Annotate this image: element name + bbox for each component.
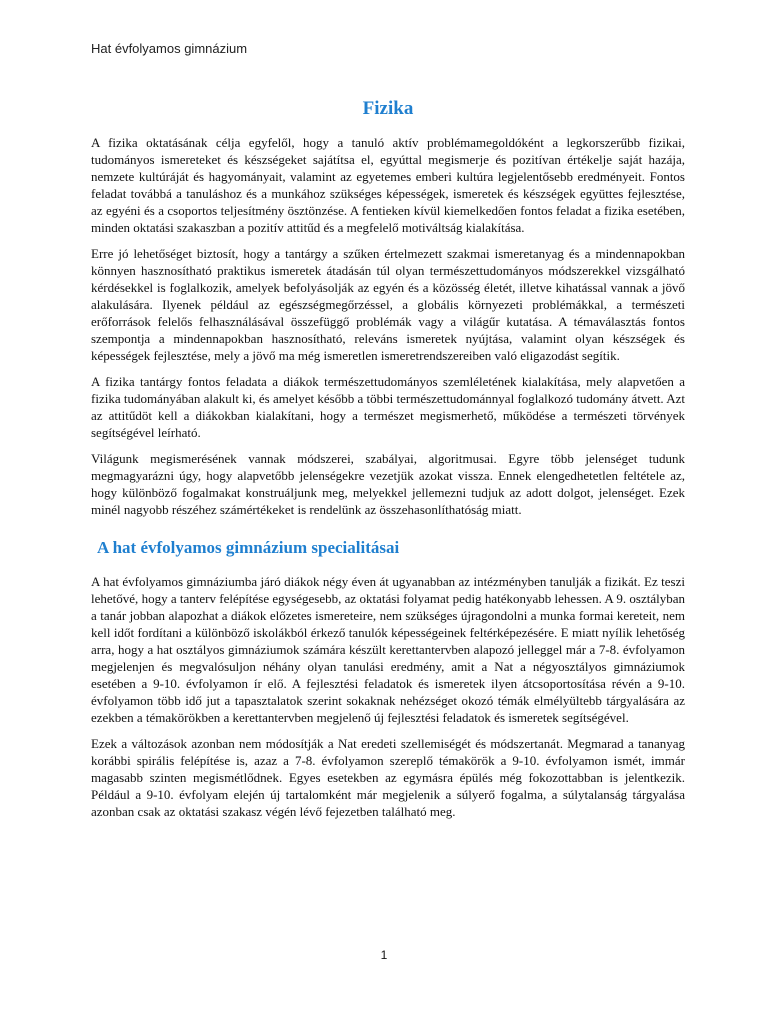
page-header: Hat évfolyamos gimnázium bbox=[91, 41, 248, 56]
paragraph: A fizika oktatásának célja egyfelől, hogy a tanuló aktív problémamegoldóként a legkorszerűbb fizikai, tudományos ismereteket és készségeket sajátítsa el, egyúttal megismerje és pozitívan értékelje saját hazája, nemzete kultúráját és hagyományait, valamint az egyetemes emberi kultúra legjelentősebb eredményeit. Fontos feladat továbbá a tanuláshoz és a munkához szükséges képességek, ismeretek és készségek együttes fejlesztése, az egyéni és a csoportos teljesítmény ösztönzése. A fentieken kívül kiemelkedően fontos feladat a fizika esetében, minden oktatási szakaszban a pozitív attitűd és a megfelelő motiváltság kialakítása. bbox=[91, 135, 685, 235]
paragraph: A hat évfolyamos gimnáziumba járó diákok négy éven át ugyanabban az intézményben tanulják a fizikát. Ez teszi lehetővé, hogy a tanterv felépítése egységesebb, az oktatási folyamat pedig hatékonyabb lehessen. A 9. osztályban a tanár jobban alapozhat a diákok előzetes ismereteire, nem szükséges újragondolni a munka formai kereteit, nem kell időt fordítani a különböző iskolákból érkező tanulók képességeinek feltérképezésére. E miatt nyílik lehetőség arra, hogy a hat osztályos gimnáziumok számára készült kerettantervben alapozó jelleggel már a 7-8. évfolyamon megjelenjen és megvalósuljon néhány olyan tanulási eredmény, amit a Nat a négyosztályos gimnáziumok esetében a 9-10. évfolyamon ír elő. A fejlesztési feladatok és ismeretek ilyen átcsoportosítása révén a 9-10. évfolyamon több idő jut a tapasztalatok szerint sokaknak nehézséget okozó témák elmélyültebb tárgyalására az ezekben a témakörökben a kerettantervben megjelenő új fejlesztési feladatok és ismeretek segítségével. bbox=[91, 574, 685, 725]
paragraph: Világunk megismerésének vannak módszerei, szabályai, algoritmusai. Egyre több jelenséget tudunk megmagyarázni úgy, hogy alapvetőbb jelenségekre vezetjük azokat vissza. Ennek elengedhetetlen feltétele az, hogy különböző fogalmakat konstruáljunk meg, melyekkel jellemezni tudjuk az adott dolgot, jelenséget. Ezek minél nagyobb részéhez számértékeket is rendelünk az összehasonlíthatóság miatt. bbox=[91, 451, 685, 517]
paragraph: A fizika tantárgy fontos feladata a diákok természettudományos szemléletének kialakítása, mely alapvetően a fizika tudományában alakult ki, és amelyet később a többi természettudománnyal foglalkozó tudomány átvett. Azt az attitűdöt kell a diákokban kialakítani, hogy a természet megismerhető, működése a természeti törvények segítségével leírható. bbox=[91, 374, 685, 440]
page-number: 1 bbox=[380, 948, 388, 962]
paragraph: Erre jó lehetőséget biztosít, hogy a tantárgy a szűken értelmezett szakmai ismeretanyag és a mindennapokban könnyen hasznosítható praktikus ismeretek átadásán túl olyan természettudományos módszerekkel vizsgálható kérdésekkel is foglalkozik, amelyek befolyásolják az egyén és a közösség életét, illetve kihatással vannak a jövő alakulására. Ilyenek például az egészségmegőrzéssel, a globális környezeti problémákkal, a természeti erőforrások felelős felhasználásával összefüggő problémák vagy a világűr kutatása. A témaválasztás fontos szempontja a mindennapokban hasznosítható, releváns ismeretek nyújtása, valamint olyan készségek és képességek fejlesztése, mely a jövő ma még ismeretlen ismeretrendszereiben való eligazodást segítik. bbox=[91, 246, 685, 363]
paragraph: Ezek a változások azonban nem módosítják a Nat eredeti szellemiségét és módszertanát. Megmarad a tananyag korábbi spirális felépítése is, azaz a 7-8. évfolyamon szereplő témakörök a 9-10. évfolyamon ismét, immár magasabb szinten megismétlődnek. Egyes esetekben az egymásra épülés még fokozottabban is jelentkezik. Például a 9-10. évfolyam elején új tartalomként már megjelenik a súlyerő fogalma, a súlytalanság tárgyalása azonban csak az oktatási szakasz végén lévő fejezetben található meg. bbox=[91, 736, 685, 819]
document-body bbox=[91, 98, 685, 829]
document-title: Fizika bbox=[362, 98, 414, 119]
section-heading: A hat évfolyamos gimnázium specialitásai bbox=[97, 538, 400, 557]
